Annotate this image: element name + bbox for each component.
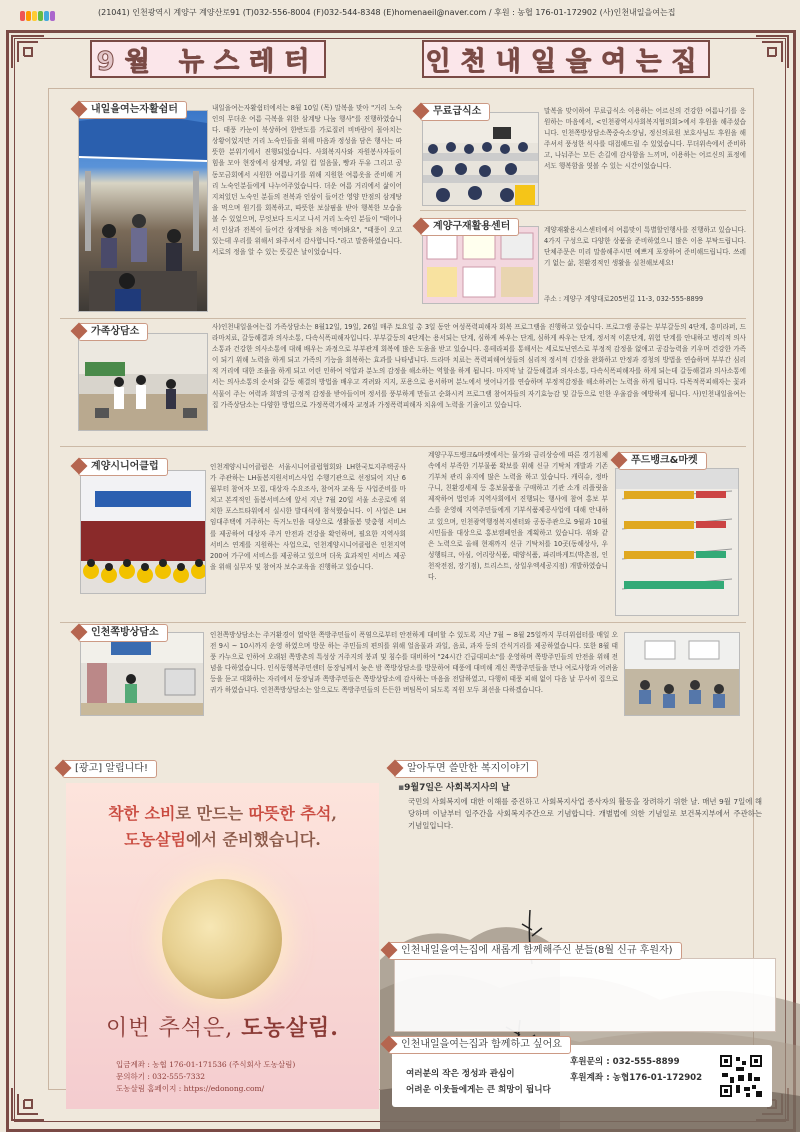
header-bar bbox=[0, 0, 800, 26]
recycle-text: 계양재활용시스센터에서 여름맞이 특별할인행사를 진행하고 있습니다. 4가지 구성으로 다양한 상품을 준비하였으니 많은 이용 부탁드립니다. 단체주문은 미리 말씀해주시면 예쁘게 포장하여 준비해드립니다. 쓰레기 없는 삶, 친환경적인 생활을 실천해보세요! bbox=[544, 226, 746, 268]
meal-photo bbox=[422, 112, 539, 206]
bullet-icon: ▪ bbox=[398, 783, 405, 793]
corner-ornament-tl bbox=[8, 32, 48, 72]
shelter-tag: 내일을여는자활쉼터 bbox=[78, 101, 187, 119]
welfare-headline: ▪9월7일은 사회복지사의 날 bbox=[398, 783, 510, 793]
jjokbang-photo bbox=[80, 632, 204, 716]
ad-headline-2: 도농살림에서 준비했습니다. bbox=[124, 830, 321, 849]
senior-photo bbox=[80, 470, 206, 594]
shelter-photo bbox=[78, 110, 208, 312]
recycle-tag: 계양구재활용센터 bbox=[420, 218, 519, 236]
org-logo bbox=[20, 6, 80, 20]
title-band bbox=[90, 40, 710, 76]
foodbank-text: 계양구푸드뱅크&마켓에서는 물가와 금리상승에 따른 경기침체 속에서 부족한 기부물품 확보를 위해 신규 기탁처 개발과 기존 기부처 관리 유지에 많은 노력을 하고 있습니다. 캐릭슈, 정바구니, 친환경세제 등 홍보물품을 구매하고 기관 소개 리플릿을 제작하여 법인과 지역사회에서 진행되는 행사에 참여 홍보 부스를 운영해 지역주민들에게 기부식품제공사업에 대해 안내하고 있으며, 인천광역행정복지센터와 공동주관으로 9월과 10월 시민들을 대상으로 홍보캠페인을 계획하고 있습니다. 위와 같은 노력으로 올해 현재까지 신규 기탁처를 10곳(동해상사, 우성행티크, 아심, 어리랑식품, 태양식품, 파리바게트(박촌점, 인천작전점, 장기점), 트리스트, 상일우엑세공지점) 개발하였습니다. bbox=[428, 451, 608, 582]
foodbank-tag: 푸드뱅크&마켓 bbox=[618, 452, 707, 470]
welfare-text: 국민의 사회복지에 대한 이해를 증진하고 사회복지사업 종사자의 활동을 장려하기 위한 날. 매년 9월 7일에 해당하며 이날부터 일주간을 사회복지주간으로 기념합니다. 개별법에 의한 기념일로 보건복지부에서 주관하는 기념일입니다. bbox=[408, 797, 762, 830]
jjokbang-tag: 인천쪽방상담소 bbox=[78, 624, 168, 642]
meal-text: 말복을 맞이하여 무료급식소 이용하는 어르신의 건강한 여름나기를 응원하는 마음에서, <인천광역시사회복지협의회>에서 후원을 해주셨습니다. 인천쪽방상담소쪽중숙소장님, 정신의료원 보호사님도 후원을 해주셔서 풍성한 식사를 대접해드릴 수 있었습니다. 무더위속에서 준비하고, 나눠주는 모든 손길에 감사함을 느끼며, 이용하는 어르신의 표정에서도 행복함을 엿볼 수 있는 시간이었습니다. bbox=[544, 107, 746, 171]
donate-account: 후원계좌 : 농협176-01-172902 bbox=[570, 1073, 703, 1083]
family-tag: 가족상담소 bbox=[78, 323, 148, 341]
newsletter-title: 9월 뉴스레터 bbox=[90, 40, 326, 78]
welfare-tag: 알아두면 쓸만한 복지이야기 bbox=[394, 760, 538, 778]
donate-box bbox=[392, 1045, 772, 1107]
corner-ornament-tr bbox=[752, 32, 792, 72]
ad-contact: 문의하기 : 032-555-7332 bbox=[116, 1072, 206, 1081]
ad-big-slogan: 이번 추석은, 도농살림. bbox=[106, 1015, 339, 1041]
new-members-box bbox=[394, 958, 776, 1032]
org-title: 인천내일을여는집 bbox=[422, 40, 710, 78]
donate-line-1: 여러분의 작은 정성과 관심이 bbox=[406, 1069, 515, 1079]
donate-phone: 후원문의 : 032-555-8899 bbox=[570, 1057, 680, 1067]
ad-headline-1: 착한 소비로 만드는 따뜻한 추석, bbox=[108, 804, 337, 823]
section-divider bbox=[60, 318, 746, 319]
header-info: (21041) 인천광역시 계양구 계양산로91 (T)032-556-8004 (F)032-544-8348 (E)homenaeil@naver.com / 후원 : 농협 176-01-172902 (사)인천내일을여는집 bbox=[98, 8, 676, 17]
donate-tag: 인천내일을여는집과 함께하고 싶어요 bbox=[388, 1036, 571, 1054]
recycle-address: 주소 : 계양구 계양대로205번길 11-3, 032-555-8899 bbox=[544, 295, 704, 303]
recycle-photo bbox=[422, 226, 539, 304]
corner-ornament-bl bbox=[8, 1084, 48, 1124]
ad-homepage[interactable]: 도농살림 홈페이지 : https://edonong.com/ bbox=[116, 1084, 265, 1093]
foodbank-photo bbox=[615, 468, 739, 616]
qr-code-icon[interactable] bbox=[718, 1053, 764, 1099]
family-photo bbox=[78, 333, 208, 431]
ad-tag: [광고] 알립니다! bbox=[62, 760, 157, 778]
senior-tag: 계양시니어클럽 bbox=[78, 458, 168, 476]
jjokbang-photo-2 bbox=[624, 632, 740, 716]
section-divider bbox=[420, 210, 746, 211]
full-moon-image bbox=[162, 879, 282, 999]
meal-tag: 무료급식소 bbox=[420, 103, 490, 121]
section-divider bbox=[60, 622, 746, 623]
shelter-text: 내일을여는자활쉼터에서는 8월 10일 (목) 말복을 맞아 "거리 노숙인의 무더운 여름 극복을 위한 삼계탕 나눔 행사"를 진행하였습니다. 태풍 카눈이 북상하여 한반도를 가로질러 비바람이 몰아치는 상황이었지만 거리 노숙인들을 위해 마음과 정성을 담은 행사는 따뜻한 분위기에서 진행되었습니다. 사회복지사와 자원봉사자들이 힘을 모아 현장에서 삼계탕, 과일 컵 얼음물, 빵과 두유 그리고 공동모금회에서 시원한 여름나기를 위해 지원한 여름옷을 준비해 거리 노숙인분들에게 나누어주었습니다. 더운 여름 거리에서 삶이어 지쳐있던 노숙인 분들의 전복과 인삼이 들어간 영양 만점의 삼계탕을 먹으며 원기를 회복하고, 따뜻한 보살핌을 받아 행복한 모습을 볼 수 있었으며, 무엇보다 드시고 나서 거리 노숙인 분들이 "태어나서 인삼과 전복이 들어간 삼계탕을 처음 먹어봐요", "태풍이 오고 있는데 우리를 위해서 와주셔서 감사합니다."라고 말씀하였습니다. 서로의 정을 알 수 있는 뜻깊은 날이었습니다. bbox=[212, 104, 402, 257]
jjokbang-text: 인천쪽방상담소는 주거환경이 열악한 쪽방주민들이 폭염으로부터 안전하게 대비할 수 있도록 지난 7월 ~ 8월 25일까지 무더위쉼터를 매일 오전 9시 ~ 10시까지 운영 하였으며 방문 하는 주민들의 편의를 위해 얼음물과 과일, 음료, 과자 등의 간식거리를 제공하였습니다. 또한 8월 태풍 카누으로 인하여 오래된 쪽방촌의 특성상 거주지의 붕괴 및 침수를 대비하여 "24시간 긴급대피소"를 운영하며 쪽방주민들의 안전을 위해 전념을 다하였습니다. 인식동행복주민센터 동장님께서 늦은 밤 쪽방상담소를 방문하여 태풍에 대비해 계신 쪽방주민들을 만나 여로사항과 어려움 등을 듣고 대화하는 자리에서 동장님과 쪽방주민들은 쪽방상담소에 감사하는 마음을 전달하였고, 다행히 태풍 피해 없이 다음 날 무사히 집으로 귀가 하였습니다. 인천쪽방상담소는 앞으로도 쪽방주민들의 든든한 버팀목이 되도록 직원 모두 최선을 다하겠습니다. bbox=[210, 631, 618, 695]
ad-banner bbox=[66, 783, 379, 1109]
senior-text: 인천계양시니어클럽은 서울시니어클럽협회와 LH한국토지주택공사가 주관하는 LH돌봄지원서비스사업 수행기관으로 선정되어 지난 6월부터 참여자 모집, 대상자 수요조사, 참여자 교육 등 사업준비를 마치고 본격적인 돌봄서비스에 앞서 지난 7월 20일 서울 소공로에 위치한 포스트타워에서 실시한 발대식에 참석했습니다. 이 사업은 LH 임대주택에 거주하는 독거노인을 대상으로 생활돌봄 맞춤형 서비스를 제공하여 대상자 주거 안전과 건강을 확인하며, 필요한 지역사회 서비스 연계를 지원하는 사업으로, 인천계양시니어클럽은 인천지역 200여 가구에 서비스를 제공하고 있으며 더욱 효과적인 서비스 제공을 위해 실무자 및 참여자 보수교육을 진행하고 있습니다. bbox=[210, 463, 406, 571]
section-divider bbox=[60, 446, 746, 447]
donate-line-2: 어려운 이웃들에게는 큰 희망이 됩니다 bbox=[406, 1085, 551, 1095]
ad-account: 입금계좌 : 농협 176-01-171536 (주식회사 도농살림) bbox=[116, 1060, 296, 1069]
new-members-tag: 인천내일을여는집에 새롭게 함께해주신 분들(8월 신규 후원자) bbox=[388, 942, 682, 960]
family-text: 사)인천내일을여는집 가족상담소는 8월12일, 19일, 26일 매주 토요일 총 3일 동안 여성폭력피해자 회복 프로그램을 진행하고 있습니다. 프로그램 종류는 부부갈등의 4단계, 흥미라퍼, 드라마치료, 갈등해결과 의사소통, 다속식폭피해자입니다. 부부갈등의 4단계는 용서되는 단계, 심하게 싸우는 단계, 심하게 싸우는 단계, 정서적 이혼단계, 위험 단계를 안내하고 병리적 의사소통과 건강한 의사소통에 대해 배우는 과정으로 부부관계 회복에 많은 도움을 받고 있습니다. 흥테라피를 통해서는 세로토닌연스로 부정적 감정을 없애고 공감능력을 키우며 건강한 가족이 되기 위해 노력을 하게 되고 가족의 기능을 회복하는 효과를 나타냅니다. 드라마 치료는 폭력피해여성들의 심리적 정서적 긴장을 완화하고 안정과 경청의 방법을 연습하며 부부간 심리적 거리에 대한 조율을 하게 되고 어린 인하여 억압과 분노의 감정을 해소하는 역할을 하게 됩니다. 마지막 날 갈등해결과 의사소통, 다속식폭피해자를 하게 되는데 갈등해결과 의사소통에서는 의사소통의 순서와 갈등 해결의 방법을 배우고 격려와 지지, 포용으로 용서하며 분노에서 벗어나기를 연습하며 부정적감정을 해소하려는 노력을 하게 됩니다. 다목적폭피해자는 꽃과 식물이 주는 여력과 희망의 긍정적 감정을 받아들이며 정서를 풍부하게 만들고 순화시켜 프로그램 참여자들의 자기효능감 및 갈등으로 인한 우울감을 예방하게 됩니다. 사)인천내일을여는집 가족상담소는 다양한 방법으로 가정폭력가해자 교정과 가정폭력피해자 치유에 노력을 기울이고 있습니다. bbox=[212, 323, 746, 409]
